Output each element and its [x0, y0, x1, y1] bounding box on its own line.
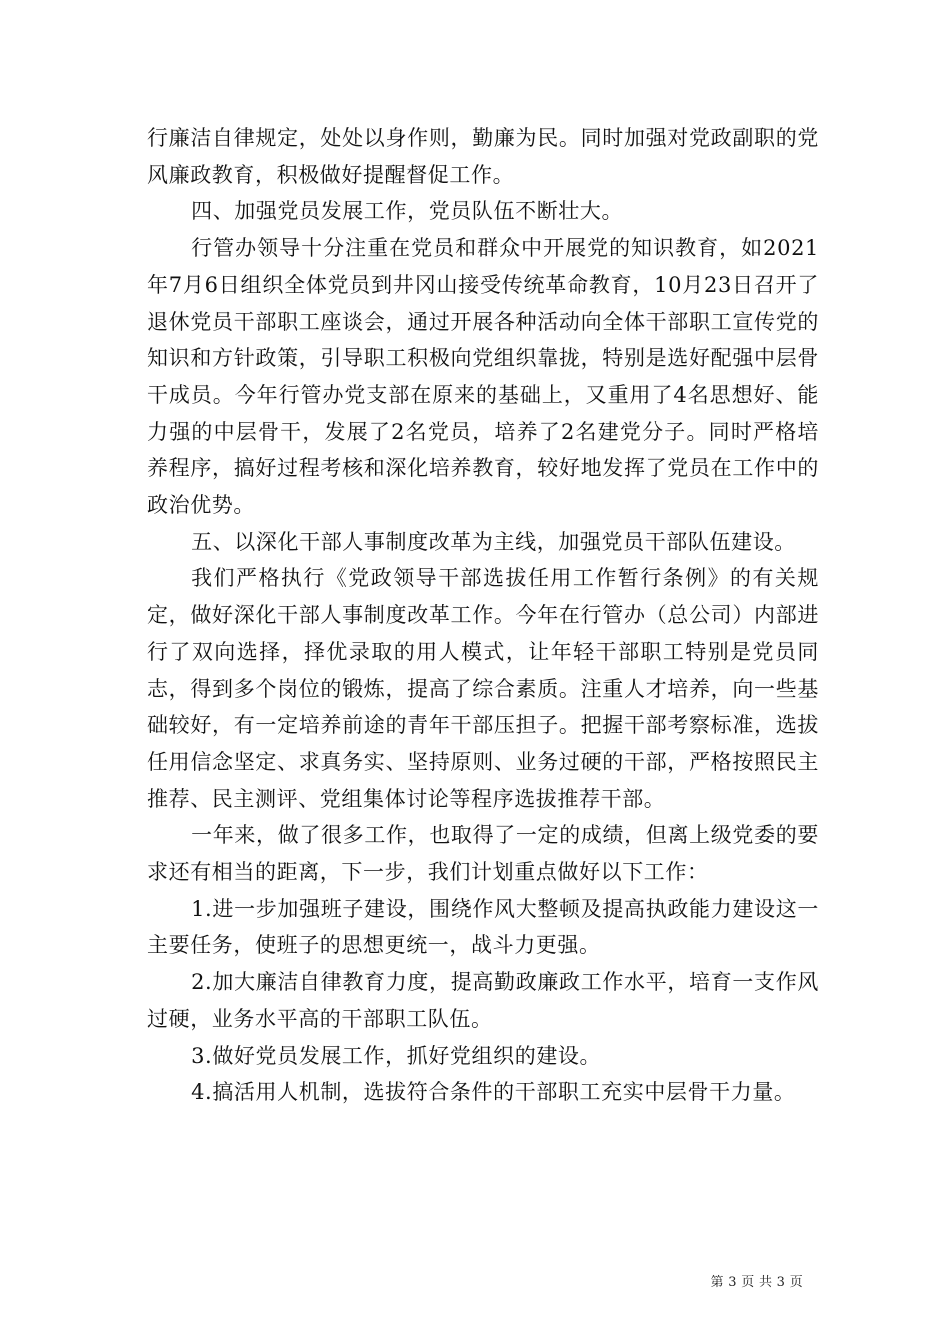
paragraph-summary: 一年来，做了很多工作，也取得了一定的成绩，但离上级党委的要求还有相当的距离，下一步，我们计划重点做好以下工作：: [147, 823, 819, 885]
plan-item-3: 3.做好党员发展工作，抓好党组织的建设。: [191, 1043, 602, 1068]
document-body: [147, 120, 819, 1111]
section-heading-5: 五、以深化干部人事制度改革为主线，加强党员干部队伍建设。: [191, 529, 796, 554]
plan-item-1: 1.进一步加强班子建设，围绕作风大整顿及提高执政能力建设这一主要任务，使班子的思想更统一，战斗力更强。: [147, 896, 819, 958]
plan-item-4: 4.搞活用人机制，选拔符合条件的干部职工充实中层骨干力量。: [191, 1080, 796, 1105]
paragraph-continuation: 行廉洁自律规定，处处以身作则，勤廉为民。同时加强对党政副职的党风廉政教育，积极做好提醒督促工作。: [147, 126, 819, 187]
paragraph-party-development: 行管办领导十分注重在党员和群众中开展党的知识教育，如2021年7月6日组织全体党员到井冈山接受传统革命教育，10月23日召开了退休党员干部职工座谈会，通过开展各种活动向全体干部职工宣传党的知识和方针政策，引导职工积极向党组织靠拢，特别是选好配强中层骨干成员。今年行管办党支部在原来的基础上，又重用了4名思想好、能力强的中层骨干，发展了2名党员，培养了2名建党分子。同时严格培养程序，搞好过程考核和深化培养教育，较好地发挥了党员在工作中的政治优势。: [147, 236, 819, 518]
section-heading-4: 四、加强党员发展工作，党员队伍不断壮大。: [191, 199, 624, 224]
paragraph-personnel-reform: 我们严格执行《党政领导干部选拔任用工作暂行条例》的有关规定，做好深化干部人事制度改革工作。今年在行管办（总公司）内部进行了双向选择，择优录取的用人模式，让年轻干部职工特别是党员同志，得到多个岗位的锻炼，提高了综合素质。注重人才培养，向一些基础较好，有一定培养前途的青年干部压担子。把握干部考察标准，选拔任用信念坚定、求真务实、坚持原则、业务过硬的干部，严格按照民主推荐、民主测评、党组集体讨论等程序选拔推荐干部。: [147, 566, 819, 811]
page-number-footer: 第 3 页 共 3 页: [710, 1275, 803, 1290]
plan-item-2: 2.加大廉洁自律教育力度，提高勤政廉政工作水平，培育一支作风过硬，业务水平高的干部职工队伍。: [147, 970, 819, 1031]
